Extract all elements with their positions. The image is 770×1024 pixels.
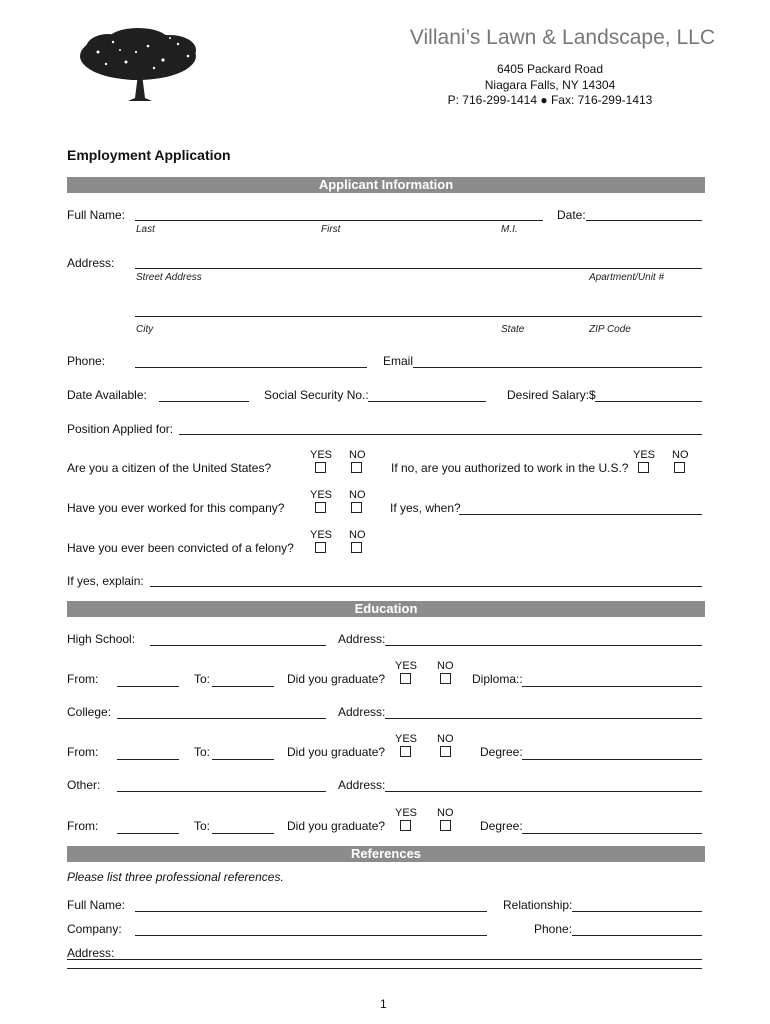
email-label: Email: [383, 354, 414, 368]
section-bar-applicant: Applicant Information: [67, 177, 705, 193]
explain-label: If yes, explain:: [67, 574, 144, 588]
hs-graduate-yes-label: YES: [395, 660, 418, 672]
other-field[interactable]: [117, 791, 326, 792]
college-address-field[interactable]: [385, 718, 702, 719]
desired-salary-field[interactable]: [595, 401, 702, 402]
worked-yes-checkbox[interactable]: [315, 502, 326, 513]
citizen-yes-checkbox[interactable]: [315, 462, 326, 473]
form-title: Employment Application: [67, 147, 231, 163]
other-from-field[interactable]: [117, 833, 179, 834]
tree-logo-icon: [78, 26, 202, 102]
ref-relationship-field[interactable]: [572, 911, 702, 912]
citizen-no-checkbox[interactable]: [351, 462, 362, 473]
college-from-field[interactable]: [117, 759, 179, 760]
college-degree-label: Degree:: [480, 745, 523, 759]
hs-to-field[interactable]: [212, 686, 274, 687]
city-caption: City: [136, 324, 154, 335]
other-degree-label: Degree:: [480, 819, 523, 833]
ref-company-label: Company:: [67, 922, 122, 936]
position-label: Position Applied for:: [67, 422, 174, 436]
felony-no-label: NO: [349, 529, 366, 541]
college-graduate-yes-label: YES: [395, 733, 418, 745]
college-degree-field[interactable]: [522, 759, 702, 760]
college-from-label: From:: [67, 745, 99, 759]
hs-graduate-no-checkbox[interactable]: [440, 673, 451, 684]
other-graduate-no-checkbox[interactable]: [440, 820, 451, 831]
section-bar-education: Education: [67, 601, 705, 617]
date-available-label: Date Available:: [67, 388, 147, 402]
ref-phone-label: Phone:: [534, 922, 573, 936]
college-label: College:: [67, 705, 112, 719]
authorized-question: If no, are you authorized to work in the U.S.?: [391, 461, 629, 475]
high-school-address-label: Address:: [338, 632, 386, 646]
other-graduate-yes-label: YES: [395, 807, 418, 819]
worked-no-checkbox[interactable]: [351, 502, 362, 513]
other-graduate-no-label: NO: [437, 807, 454, 819]
hs-from-field[interactable]: [117, 686, 179, 687]
felony-question: Have you ever been convicted of a felony?: [67, 541, 294, 555]
company-address-line1: 6405 Packard Road: [496, 62, 604, 76]
citizen-yes-label: YES: [310, 449, 333, 461]
phone-label: Phone:: [67, 354, 106, 368]
apartment-caption: Apartment/Unit #: [589, 272, 665, 283]
when-field[interactable]: [459, 514, 702, 515]
company-address-line2: Niagara Falls, NY 14304: [484, 78, 616, 92]
other-address-field[interactable]: [385, 791, 702, 792]
high-school-field[interactable]: [150, 645, 326, 646]
date-label: Date:: [557, 208, 586, 222]
other-degree-field[interactable]: [522, 833, 702, 834]
ref-address-label: Address:: [67, 946, 115, 960]
other-to-field[interactable]: [212, 833, 274, 834]
college-graduate-no-checkbox[interactable]: [440, 746, 451, 757]
ref-address-field[interactable]: [67, 959, 702, 960]
diploma-field[interactable]: [522, 686, 702, 687]
ssn-label: Social Security No.:: [264, 388, 369, 402]
ssn-field[interactable]: [368, 401, 486, 402]
full-name-field[interactable]: [135, 220, 543, 221]
street-address-field[interactable]: [135, 268, 702, 269]
hs-graduate-yes-checkbox[interactable]: [400, 673, 411, 684]
high-school-label: High School:: [67, 632, 136, 646]
felony-yes-checkbox[interactable]: [315, 542, 326, 553]
authorized-yes-label: YES: [633, 449, 656, 461]
citizen-no-label: NO: [349, 449, 366, 461]
other-from-label: From:: [67, 819, 99, 833]
references-instruction: Please list three professional references.: [67, 870, 284, 884]
felony-no-checkbox[interactable]: [351, 542, 362, 553]
ref-full-name-label: Full Name:: [67, 898, 126, 912]
ref-phone-field[interactable]: [572, 935, 702, 936]
citizen-question: Are you a citizen of the United States?: [67, 461, 272, 475]
college-graduate-no-label: NO: [437, 733, 454, 745]
company-name: Villani’s Lawn & Landscape, LLC: [409, 26, 715, 49]
college-graduate-yes-checkbox[interactable]: [400, 746, 411, 757]
hs-from-label: From:: [67, 672, 99, 686]
ref-address-line2[interactable]: [67, 968, 702, 969]
first-name-caption: First: [321, 224, 341, 235]
company-phones: P: 716-299-1414 ● Fax: 716-299-1413: [447, 93, 653, 107]
zip-caption: ZIP Code: [589, 324, 631, 335]
worked-no-label: NO: [349, 489, 366, 501]
diploma-label: Diploma::: [472, 672, 523, 686]
authorized-yes-checkbox[interactable]: [638, 462, 649, 473]
other-to-label: To:: [194, 819, 211, 833]
full-name-label: Full Name:: [67, 208, 126, 222]
ref-company-field[interactable]: [135, 935, 487, 936]
high-school-address-field[interactable]: [385, 645, 702, 646]
felony-yes-label: YES: [310, 529, 333, 541]
hs-graduate-no-label: NO: [437, 660, 454, 672]
city-state-zip-field[interactable]: [135, 316, 702, 317]
section-bar-references: References: [67, 846, 705, 862]
page-number: 1: [380, 997, 387, 1011]
other-address-label: Address:: [338, 778, 386, 792]
authorized-no-label: NO: [672, 449, 689, 461]
date-field[interactable]: [586, 220, 702, 221]
hs-graduate-question: Did you graduate?: [287, 672, 386, 686]
email-field[interactable]: [413, 367, 702, 368]
college-address-label: Address:: [338, 705, 386, 719]
when-label: If yes, when?: [390, 501, 461, 515]
address-label: Address:: [67, 256, 115, 270]
desired-salary-label: Desired Salary:$: [507, 388, 596, 402]
other-graduate-question: Did you graduate?: [287, 819, 386, 833]
college-to-label: To:: [194, 745, 211, 759]
authorized-no-checkbox[interactable]: [674, 462, 685, 473]
ref-full-name-field[interactable]: [135, 911, 487, 912]
college-graduate-question: Did you graduate?: [287, 745, 386, 759]
worked-question: Have you ever worked for this company?: [67, 501, 285, 515]
position-field[interactable]: [179, 434, 702, 435]
date-available-field[interactable]: [159, 401, 249, 402]
other-graduate-yes-checkbox[interactable]: [400, 820, 411, 831]
college-to-field[interactable]: [212, 759, 274, 760]
mi-caption: M.I.: [501, 224, 518, 235]
ref-relationship-label: Relationship:: [503, 898, 573, 912]
street-address-caption: Street Address: [136, 272, 202, 283]
worked-yes-label: YES: [310, 489, 333, 501]
hs-to-label: To:: [194, 672, 211, 686]
last-name-caption: Last: [136, 224, 155, 235]
phone-field[interactable]: [135, 367, 367, 368]
college-field[interactable]: [117, 718, 326, 719]
explain-field[interactable]: [150, 586, 702, 587]
state-caption: State: [501, 324, 525, 335]
other-label: Other:: [67, 778, 101, 792]
